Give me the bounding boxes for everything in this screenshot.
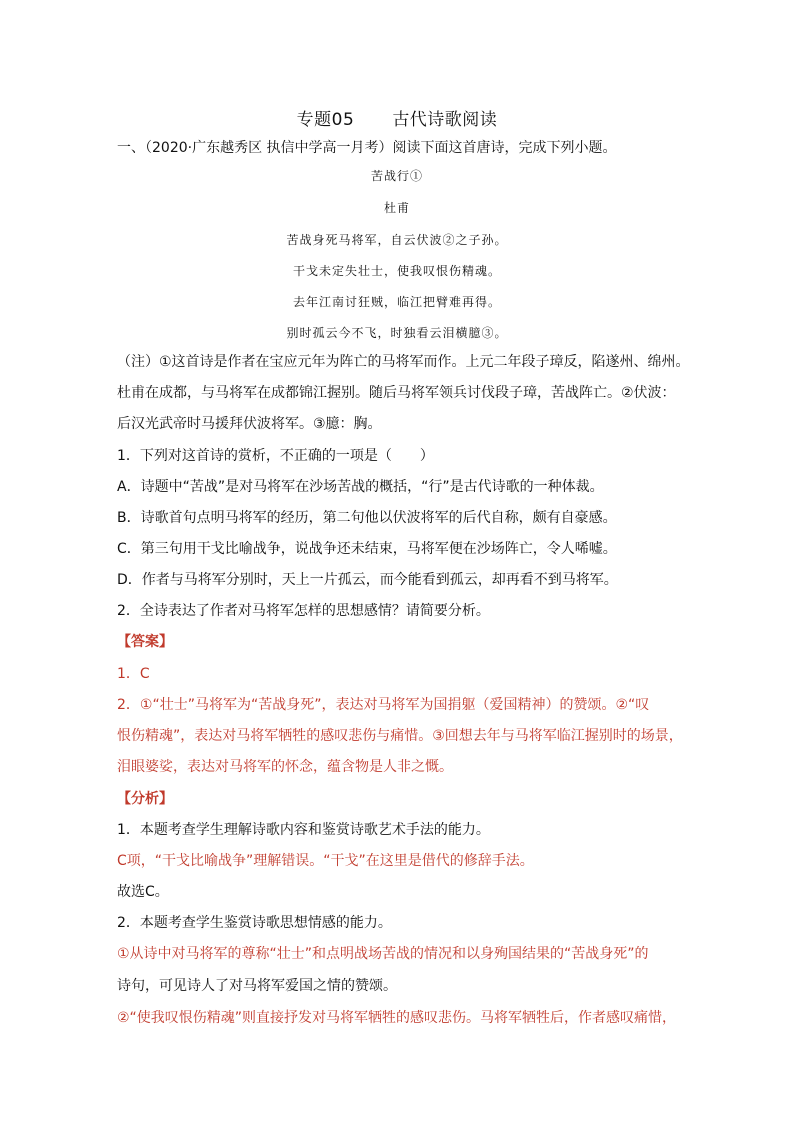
question-intro: 一、（2020·广东越秀区 执信中学高一月考）阅读下面这首唐诗，完成下列小题。 bbox=[117, 140, 617, 156]
option-d: D．作者与马将军分别时，天上一片孤云，而今能看到孤云，却再看不到马将军。 bbox=[117, 572, 618, 588]
poem-line: 去年江南讨狂贼，临江把臂难再得。 bbox=[292, 295, 501, 309]
analysis-line: ②“使我叹恨伤精魂”则直接抒发对马将军牺牲的感叹悲伤。马将军牺牲后，作者感叹痛惜， bbox=[117, 1010, 677, 1026]
title-topic-number: 专题05 bbox=[296, 110, 355, 130]
analysis-line: 1．本题考查学生理解诗歌内容和鉴赏诗歌艺术手法的能力。 bbox=[117, 822, 490, 838]
poem-note-line: 后汉光武帝时马援拜伏波将军。③臆：胸。 bbox=[117, 416, 382, 432]
poem-line: 干戈未定失壮士，使我叹恨伤精魂。 bbox=[292, 264, 501, 278]
poem-author: 杜甫 bbox=[383, 201, 410, 215]
question-2: 2．全诗表达了作者对马将军怎样的思想感情？请简要分析。 bbox=[117, 603, 490, 619]
analysis-line: ①从诗中对马将军的尊称“壮士”和点明战场苦战的情况和以身殉国结果的“苦战身死”的 bbox=[117, 946, 649, 962]
option-a: A．诗题中“苦战”是对马将军在沙场苦战的概括，“行”是古代诗歌的一种体裁。 bbox=[117, 479, 604, 495]
answer-2-line: 泪眼婆娑，表达对马将军的怀念，蕴含物是人非之慨。 bbox=[117, 759, 453, 775]
poem-note-line: （注）①这首诗是作者在宝应元年为阵亡的马将军而作。上元二年段子璋反，陷遂州、绵州。 bbox=[117, 354, 690, 370]
analysis-line: 2．本题考查学生鉴赏诗歌思想情感的能力。 bbox=[117, 915, 392, 931]
poem-line: 苦战身死马将军，自云伏波②之子孙。 bbox=[286, 233, 508, 247]
answer-label: 【答案】 bbox=[117, 634, 173, 650]
answer-2-line: 恨伤精魂”，表达对马将军牺牲的感叹悲伤与痛惜。③回想去年与马将军临江握别时的场景， bbox=[117, 728, 683, 744]
option-c: C．第三句用干戈比喻战争，说战争还未结束，马将军便在沙场阵亡，令人唏嘘。 bbox=[117, 541, 617, 557]
poem-title: 苦战行① bbox=[370, 169, 423, 183]
analysis-line: 诗句，可见诗人了对马将军爱国之情的赞颂。 bbox=[117, 978, 397, 994]
analysis-line: 故选C。 bbox=[117, 884, 169, 900]
poem-line: 别时孤云今不飞，时独看云泪横臆③。 bbox=[286, 326, 508, 340]
page-title bbox=[0, 105, 794, 130]
analysis-label: 【分析】 bbox=[117, 791, 173, 807]
analysis-line: C项，“干戈比喻战争”理解错误。“干戈”在这里是借代的修辞手法。 bbox=[117, 853, 534, 869]
answer-2-line: 2．①“壮士”马将军为“苦战身死”，表达对马将军为国捐躯（爱国精神）的赞颂。②“叹 bbox=[117, 697, 650, 713]
option-b: B．诗歌首句点明马将军的经历，第二句他以伏波将军的后代自称，颇有自豪感。 bbox=[117, 510, 617, 526]
title-topic-name: 古代诗歌阅读 bbox=[392, 110, 498, 130]
answer-1: 1．C bbox=[117, 666, 150, 682]
question-1: 1．下列对这首诗的赏析，不正确的一项是（ ） bbox=[117, 448, 434, 464]
poem-note-line: 杜甫在成都，与马将军在成都锦江握别。随后马将军领兵讨伐段子璋，苦战阵亡。②伏波： bbox=[117, 385, 676, 401]
